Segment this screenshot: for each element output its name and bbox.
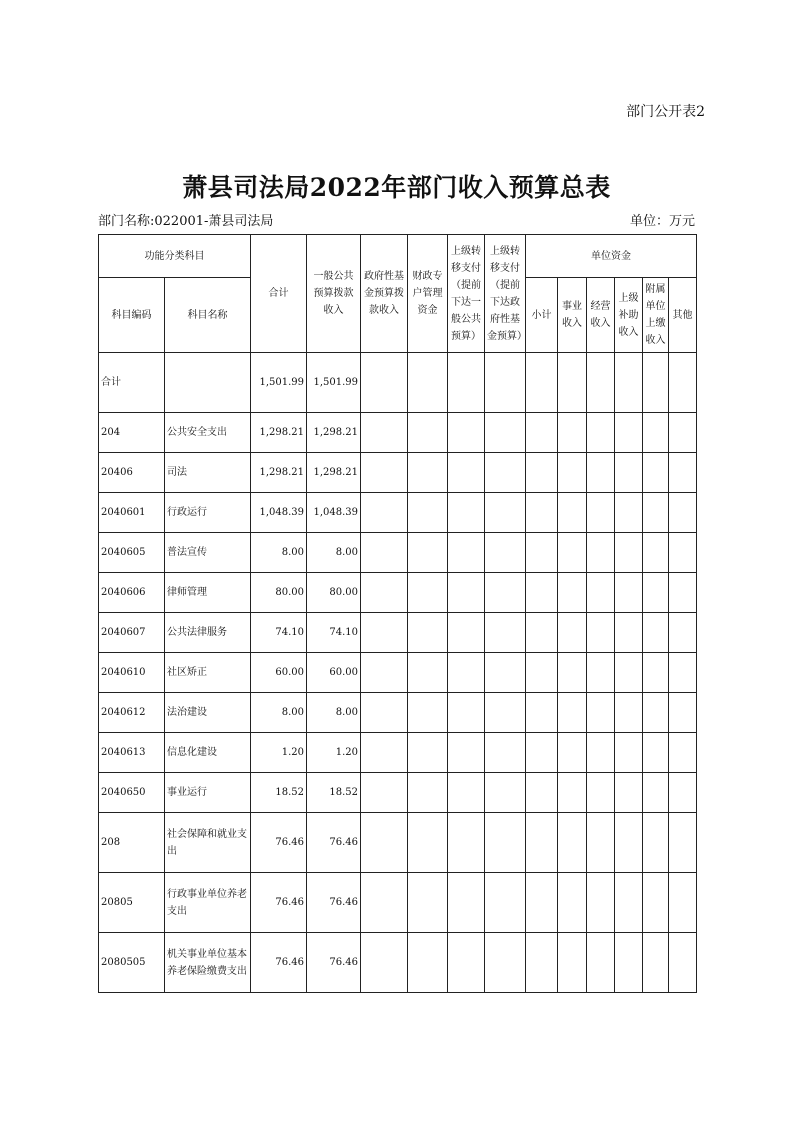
row-name: 行政运行 bbox=[165, 493, 251, 533]
empty-cell bbox=[448, 813, 485, 873]
empty-cell bbox=[643, 533, 669, 573]
empty-cell bbox=[526, 413, 558, 453]
empty-cell bbox=[643, 653, 669, 693]
fiscal-special-header: 财政专户管理资金 bbox=[408, 235, 448, 353]
empty-cell bbox=[448, 613, 485, 653]
row-code: 2040601 bbox=[99, 493, 165, 533]
table-row bbox=[99, 773, 697, 813]
empty-cell bbox=[485, 493, 526, 533]
empty-cell bbox=[669, 453, 697, 493]
empty-cell bbox=[361, 413, 408, 453]
empty-cell bbox=[587, 873, 615, 933]
empty-cell bbox=[558, 873, 587, 933]
empty-cell bbox=[615, 653, 643, 693]
empty-cell bbox=[526, 773, 558, 813]
empty-cell bbox=[643, 693, 669, 733]
empty-cell bbox=[361, 493, 408, 533]
empty-cell bbox=[615, 453, 643, 493]
empty-cell bbox=[558, 453, 587, 493]
empty-cell bbox=[669, 733, 697, 773]
empty-cell bbox=[408, 413, 448, 453]
empty-cell bbox=[526, 653, 558, 693]
empty-cell bbox=[615, 613, 643, 653]
row-general-budget: 80.00 bbox=[307, 573, 361, 613]
empty-cell bbox=[485, 733, 526, 773]
other-header: 其他 bbox=[669, 278, 697, 353]
empty-cell bbox=[526, 733, 558, 773]
empty-cell bbox=[361, 733, 408, 773]
empty-cell bbox=[643, 613, 669, 653]
row-code: 2080505 bbox=[99, 933, 165, 993]
table-row bbox=[99, 493, 697, 533]
page-title: 萧县司法局2022年部门收入预算总表 bbox=[182, 173, 611, 202]
row-general-budget: 18.52 bbox=[307, 773, 361, 813]
empty-cell bbox=[448, 693, 485, 733]
func-group-header: 功能分类科目 bbox=[99, 235, 251, 278]
empty-cell bbox=[643, 573, 669, 613]
row-general-budget: 76.46 bbox=[307, 933, 361, 993]
empty-cell bbox=[669, 353, 697, 413]
row-name: 行政事业单位养老支出 bbox=[165, 873, 251, 933]
row-general-budget: 76.46 bbox=[307, 873, 361, 933]
empty-cell bbox=[361, 773, 408, 813]
empty-cell bbox=[361, 533, 408, 573]
empty-cell bbox=[558, 653, 587, 693]
empty-cell bbox=[558, 693, 587, 733]
row-general-budget: 1.20 bbox=[307, 733, 361, 773]
empty-cell bbox=[408, 873, 448, 933]
empty-cell bbox=[526, 353, 558, 413]
empty-cell bbox=[408, 613, 448, 653]
empty-cell bbox=[448, 533, 485, 573]
row-general-budget: 1,501.99 bbox=[307, 353, 361, 413]
empty-cell bbox=[558, 493, 587, 533]
empty-cell bbox=[408, 453, 448, 493]
empty-cell bbox=[485, 573, 526, 613]
general-budget-header: 一般公共预算拨款收入 bbox=[307, 235, 361, 353]
empty-cell bbox=[448, 873, 485, 933]
empty-cell bbox=[587, 613, 615, 653]
empty-cell bbox=[615, 533, 643, 573]
empty-cell bbox=[448, 573, 485, 613]
subtotal-header: 小计 bbox=[526, 278, 558, 353]
empty-cell bbox=[361, 453, 408, 493]
row-code: 2040607 bbox=[99, 613, 165, 653]
empty-cell bbox=[361, 353, 408, 413]
empty-cell bbox=[558, 413, 587, 453]
row-name: 法治建设 bbox=[165, 693, 251, 733]
row-total: 18.52 bbox=[251, 773, 307, 813]
name-header: 科目名称 bbox=[165, 278, 251, 353]
row-code: 2040610 bbox=[99, 653, 165, 693]
row-total: 1.20 bbox=[251, 733, 307, 773]
empty-cell bbox=[526, 933, 558, 993]
empty-cell bbox=[408, 813, 448, 873]
row-name: 司法 bbox=[165, 453, 251, 493]
empty-cell bbox=[448, 733, 485, 773]
empty-cell bbox=[558, 933, 587, 993]
empty-cell bbox=[408, 733, 448, 773]
empty-cell bbox=[587, 653, 615, 693]
empty-cell bbox=[361, 873, 408, 933]
row-name: 律师管理 bbox=[165, 573, 251, 613]
empty-cell bbox=[669, 773, 697, 813]
empty-cell bbox=[669, 653, 697, 693]
upper-fund-header: 上级转移支付（提前下达政府性基金预算） bbox=[485, 235, 526, 353]
empty-cell bbox=[485, 693, 526, 733]
row-general-budget: 74.10 bbox=[307, 613, 361, 653]
empty-cell bbox=[485, 533, 526, 573]
row-total: 80.00 bbox=[251, 573, 307, 613]
empty-cell bbox=[587, 573, 615, 613]
row-general-budget: 8.00 bbox=[307, 533, 361, 573]
row-name: 事业运行 bbox=[165, 773, 251, 813]
table-row bbox=[99, 813, 697, 873]
row-total: 60.00 bbox=[251, 653, 307, 693]
row-general-budget: 1,298.21 bbox=[307, 413, 361, 453]
row-name: 公共安全支出 bbox=[165, 413, 251, 453]
empty-cell bbox=[408, 533, 448, 573]
empty-cell bbox=[448, 353, 485, 413]
row-total: 74.10 bbox=[251, 613, 307, 653]
empty-cell bbox=[643, 873, 669, 933]
empty-cell bbox=[408, 353, 448, 413]
empty-cell bbox=[408, 693, 448, 733]
empty-cell bbox=[485, 873, 526, 933]
table-row bbox=[99, 933, 697, 993]
empty-cell bbox=[615, 733, 643, 773]
budget-table bbox=[98, 234, 697, 993]
empty-cell bbox=[587, 693, 615, 733]
empty-cell bbox=[669, 533, 697, 573]
empty-cell bbox=[615, 353, 643, 413]
empty-cell bbox=[587, 413, 615, 453]
empty-cell bbox=[526, 453, 558, 493]
empty-cell bbox=[558, 733, 587, 773]
row-code: 2040613 bbox=[99, 733, 165, 773]
empty-cell bbox=[485, 773, 526, 813]
row-code: 2040612 bbox=[99, 693, 165, 733]
empty-cell bbox=[361, 813, 408, 873]
table-row bbox=[99, 613, 697, 653]
empty-cell bbox=[587, 733, 615, 773]
row-total: 76.46 bbox=[251, 813, 307, 873]
empty-cell bbox=[448, 933, 485, 993]
row-code: 2040606 bbox=[99, 573, 165, 613]
empty-cell bbox=[615, 773, 643, 813]
empty-cell bbox=[408, 493, 448, 533]
row-total: 1,298.21 bbox=[251, 453, 307, 493]
row-code: 20805 bbox=[99, 873, 165, 933]
empty-cell bbox=[448, 773, 485, 813]
table-row bbox=[99, 533, 697, 573]
upper-general-header: 上级转移支付（提前下达一般公共预算） bbox=[448, 235, 485, 353]
empty-cell bbox=[669, 693, 697, 733]
row-name: 公共法律服务 bbox=[165, 613, 251, 653]
table-row bbox=[99, 573, 697, 613]
code-header: 科目编码 bbox=[99, 278, 165, 353]
empty-cell bbox=[408, 933, 448, 993]
table-row bbox=[99, 733, 697, 773]
empty-cell bbox=[408, 773, 448, 813]
row-name bbox=[165, 353, 251, 413]
empty-cell bbox=[615, 573, 643, 613]
empty-cell bbox=[643, 353, 669, 413]
table-row bbox=[99, 653, 697, 693]
empty-cell bbox=[587, 353, 615, 413]
row-code: 204 bbox=[99, 413, 165, 453]
subsidiary-income-header: 附属单位上缴收入 bbox=[643, 278, 669, 353]
row-code: 208 bbox=[99, 813, 165, 873]
empty-cell bbox=[669, 933, 697, 993]
row-total: 1,501.99 bbox=[251, 353, 307, 413]
row-code: 合计 bbox=[99, 353, 165, 413]
empty-cell bbox=[448, 453, 485, 493]
table-row bbox=[99, 413, 697, 453]
table-row bbox=[99, 453, 697, 493]
empty-cell bbox=[615, 813, 643, 873]
row-total: 76.46 bbox=[251, 933, 307, 993]
gov-fund-header: 政府性基金预算拨款收入 bbox=[361, 235, 408, 353]
empty-cell bbox=[643, 413, 669, 453]
row-general-budget: 76.46 bbox=[307, 813, 361, 873]
row-total: 76.46 bbox=[251, 873, 307, 933]
empty-cell bbox=[558, 353, 587, 413]
empty-cell bbox=[615, 693, 643, 733]
empty-cell bbox=[558, 533, 587, 573]
empty-cell bbox=[526, 613, 558, 653]
row-name: 社区矫正 bbox=[165, 653, 251, 693]
row-name: 机关事业单位基本养老保险缴费支出 bbox=[165, 933, 251, 993]
empty-cell bbox=[485, 353, 526, 413]
row-general-budget: 1,048.39 bbox=[307, 493, 361, 533]
empty-cell bbox=[587, 933, 615, 993]
row-total: 8.00 bbox=[251, 533, 307, 573]
empty-cell bbox=[408, 653, 448, 693]
empty-cell bbox=[361, 933, 408, 993]
row-general-budget: 8.00 bbox=[307, 693, 361, 733]
empty-cell bbox=[669, 493, 697, 533]
empty-cell bbox=[558, 773, 587, 813]
empty-cell bbox=[361, 653, 408, 693]
empty-cell bbox=[587, 533, 615, 573]
empty-cell bbox=[361, 573, 408, 613]
empty-cell bbox=[526, 873, 558, 933]
empty-cell bbox=[485, 413, 526, 453]
empty-cell bbox=[558, 573, 587, 613]
empty-cell bbox=[361, 693, 408, 733]
empty-cell bbox=[485, 933, 526, 993]
empty-cell bbox=[408, 573, 448, 613]
row-code: 20406 bbox=[99, 453, 165, 493]
empty-cell bbox=[526, 693, 558, 733]
empty-cell bbox=[669, 613, 697, 653]
empty-cell bbox=[643, 733, 669, 773]
row-total: 1,298.21 bbox=[251, 413, 307, 453]
row-name: 社会保障和就业支出 bbox=[165, 813, 251, 873]
operating-income-header: 经营收入 bbox=[587, 278, 615, 353]
table-row bbox=[99, 353, 697, 413]
empty-cell bbox=[526, 813, 558, 873]
unit-label: 单位：万元 bbox=[629, 214, 695, 229]
empty-cell bbox=[643, 813, 669, 873]
upper-subsidy-header: 上级补助收入 bbox=[615, 278, 643, 353]
row-general-budget: 1,298.21 bbox=[307, 453, 361, 493]
empty-cell bbox=[643, 453, 669, 493]
empty-cell bbox=[526, 493, 558, 533]
empty-cell bbox=[669, 813, 697, 873]
table-row bbox=[99, 873, 697, 933]
empty-cell bbox=[615, 493, 643, 533]
empty-cell bbox=[615, 873, 643, 933]
total-header: 合计 bbox=[251, 235, 307, 353]
row-total: 8.00 bbox=[251, 693, 307, 733]
row-name: 信息化建设 bbox=[165, 733, 251, 773]
table-row bbox=[99, 693, 697, 733]
empty-cell bbox=[587, 813, 615, 873]
empty-cell bbox=[448, 413, 485, 453]
business-income-header: 事业收入 bbox=[558, 278, 587, 353]
empty-cell bbox=[643, 773, 669, 813]
empty-cell bbox=[587, 773, 615, 813]
empty-cell bbox=[526, 573, 558, 613]
header-row-1 bbox=[99, 235, 697, 278]
row-code: 2040605 bbox=[99, 533, 165, 573]
row-general-budget: 60.00 bbox=[307, 653, 361, 693]
empty-cell bbox=[485, 613, 526, 653]
empty-cell bbox=[558, 813, 587, 873]
row-name: 普法宣传 bbox=[165, 533, 251, 573]
row-total: 1,048.39 bbox=[251, 493, 307, 533]
empty-cell bbox=[558, 613, 587, 653]
row-code: 2040650 bbox=[99, 773, 165, 813]
empty-cell bbox=[526, 533, 558, 573]
empty-cell bbox=[669, 873, 697, 933]
empty-cell bbox=[485, 653, 526, 693]
empty-cell bbox=[361, 613, 408, 653]
empty-cell bbox=[669, 413, 697, 453]
table-number-label: 部门公开表2 bbox=[626, 104, 705, 120]
empty-cell bbox=[615, 933, 643, 993]
empty-cell bbox=[669, 573, 697, 613]
empty-cell bbox=[448, 653, 485, 693]
empty-cell bbox=[643, 493, 669, 533]
empty-cell bbox=[587, 493, 615, 533]
unit-funds-header: 单位资金 bbox=[526, 235, 697, 278]
empty-cell bbox=[485, 453, 526, 493]
empty-cell bbox=[615, 413, 643, 453]
empty-cell bbox=[643, 933, 669, 993]
department-name: 部门名称:022001-萧县司法局 bbox=[98, 214, 274, 229]
empty-cell bbox=[448, 493, 485, 533]
empty-cell bbox=[587, 453, 615, 493]
empty-cell bbox=[485, 813, 526, 873]
